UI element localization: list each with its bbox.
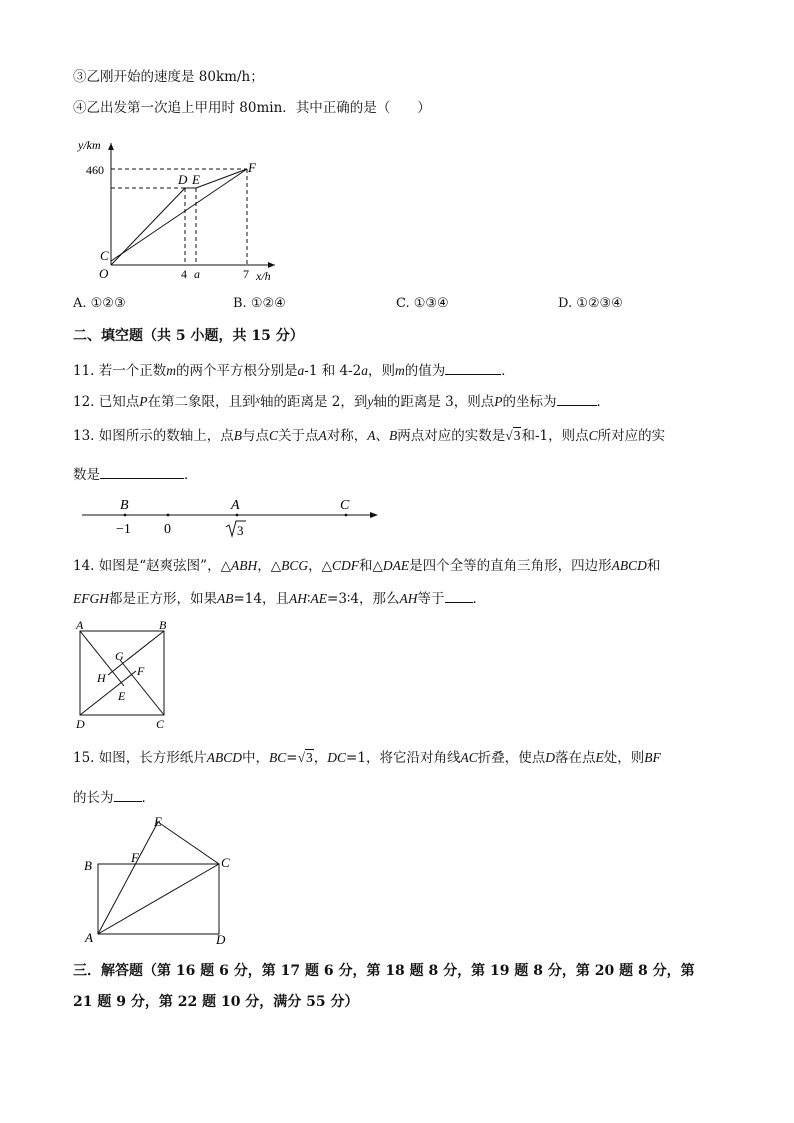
q14-text: 是四个全等的直角三角形，四边形 [409, 558, 612, 574]
q12-var-x: x [255, 395, 260, 406]
q14-var: ABH [230, 558, 258, 573]
point-F: F [248, 160, 256, 175]
q13-var-B: B [233, 428, 243, 443]
x-axis-arrow [268, 262, 275, 268]
line-E-F [196, 169, 247, 188]
point-E: E [192, 172, 200, 187]
q13-text: 、 [375, 428, 390, 444]
q12-text: 轴的距离是 2，到 [259, 394, 368, 410]
tick-a: a [194, 267, 200, 281]
tick-7: 7 [243, 267, 249, 281]
q15-sqrt-3: √3 [297, 750, 313, 765]
q15-text: 中， [242, 750, 270, 766]
q13-var-C: C [588, 428, 598, 443]
q13-text: 如图所示的数轴上，点 [98, 428, 234, 444]
q14-text: =3∶4，那么 [327, 591, 400, 607]
q14-var: ABCD [611, 558, 647, 573]
question-14-line-2 [73, 588, 486, 608]
label-D: D [216, 932, 226, 947]
q14-var: AE [310, 591, 328, 606]
q14-zhao-shuang-diagram [72, 618, 172, 733]
q10-distance-time-graph [70, 135, 290, 285]
question-15-line-2 [73, 787, 155, 807]
point-C-dot [345, 514, 348, 517]
q13-var-B: B [389, 428, 398, 443]
q11-var-a: a [361, 363, 369, 378]
q14-var: AH [399, 591, 418, 606]
label-B: B [159, 618, 167, 632]
q13-var-A: A [318, 428, 327, 443]
q14-var: AH [289, 591, 307, 606]
q15-sqrt-radicand: 3 [306, 750, 313, 765]
q14-text: 和 [646, 558, 661, 574]
q13-text: 两点对应的实数是 [397, 428, 506, 444]
option-a: A. ①②③ [73, 296, 126, 311]
q13-text: 所对应的实 [597, 428, 666, 444]
label-A: A [85, 930, 93, 945]
q13-var-C: C [269, 428, 279, 443]
x-axis-label: x/h [256, 269, 271, 283]
tick-sqrt3: 3 [237, 523, 244, 538]
q15-var: ABCD [206, 750, 243, 765]
q13-sqrt-3: √3 [505, 428, 521, 443]
label-H: H [97, 671, 106, 685]
q14-var: AB [217, 591, 234, 606]
q11-var-m: m [395, 363, 405, 378]
number-line-arrow [370, 512, 378, 518]
tick-minus-1: −1 [116, 522, 131, 537]
label-G: G [115, 649, 124, 663]
q15-end: ． [141, 790, 155, 806]
q12-text: 的坐标为 [502, 394, 557, 410]
q15-text: 落在点 [554, 750, 596, 766]
option-b: B. ①②④ [233, 296, 286, 311]
q14-text: =14，且 [233, 591, 289, 607]
q14-text: ，△ [257, 558, 282, 574]
label-A: A [76, 618, 84, 632]
q13-end: ． [184, 467, 198, 483]
point-A-dot [236, 514, 239, 517]
label-B: B [120, 498, 129, 513]
q13-number: 13. [73, 428, 95, 444]
q15-text: 的长为 [73, 790, 114, 806]
q12-text: 已知点 [98, 394, 140, 410]
line-O-D [111, 188, 185, 265]
q12-text: 在第二象限，且到 [147, 394, 256, 410]
q14-number: 14. [73, 558, 95, 574]
q13-text: 关于点 [278, 428, 319, 444]
q13-answer-blank[interactable] [100, 464, 184, 479]
q12-text: 轴的距离是 3，则点 [373, 394, 495, 410]
q11-var-a: a [297, 363, 305, 378]
q11-text: 的两个平方根分别是 [176, 363, 298, 379]
q15-folded-rectangle-diagram [78, 812, 248, 947]
q15-answer-blank[interactable] [114, 787, 142, 802]
q13-sqrt-radicand: 3 [513, 428, 521, 443]
q11-text: 的值为 [404, 363, 446, 379]
q12-var-P: P [139, 394, 148, 409]
label-C: C [221, 855, 230, 870]
label-E: E [154, 814, 162, 829]
q13-text: 和-1，则点 [521, 428, 589, 444]
q10-statement-4: ④乙出发第一次追上甲用时 80min．其中正确的是（ ） [73, 100, 431, 116]
question-13-line-2 [73, 464, 198, 484]
q11-number: 11. [73, 363, 95, 379]
q12-end: ． [596, 394, 611, 410]
q14-var: BCG [281, 558, 309, 573]
label-B: B [84, 858, 92, 873]
q15-number: 15. [73, 750, 95, 766]
label-D: D [76, 717, 85, 731]
q15-var: D [545, 750, 555, 765]
q15-var: DC [327, 750, 347, 765]
q14-text: 等于 [417, 591, 445, 607]
option-c: C. ①③④ [396, 296, 449, 311]
q14-text: 都是正方形，如果 [109, 591, 217, 607]
q12-var-y: y [367, 394, 374, 409]
label-C: C [156, 717, 165, 731]
q15-text: 如图，长方形纸片 [98, 750, 207, 766]
q11-answer-blank[interactable] [445, 360, 501, 375]
q15-text: 折叠，使点 [477, 750, 546, 766]
q14-text: 和△ [359, 558, 383, 574]
question-13-line-1 [73, 427, 665, 445]
label-F: F [137, 664, 145, 678]
diagonal-A-C [98, 864, 219, 934]
q15-var: AC [460, 750, 478, 765]
tick-4: 4 [181, 267, 187, 281]
line-E-C [158, 822, 219, 864]
point-B-dot [124, 514, 127, 517]
q15-text: 处，则 [603, 750, 645, 766]
q14-text: 如图是“赵爽弦图”，△ [98, 558, 231, 574]
q13-text: 对称， [326, 428, 368, 444]
section-2-heading: 二、填空题（共 5 小题，共 15 分） [73, 328, 304, 344]
q14-var: CDF [332, 558, 359, 573]
question-14-line-1 [73, 557, 660, 575]
question-12 [73, 391, 610, 411]
q11-end: ． [501, 363, 515, 379]
q13-text: 与点 [242, 428, 270, 444]
section-3-heading-line-1: 三．解答题（第 16 题 6 分，第 17 题 6 分，第 18 题 8 分，第 19 题 8 分，第 20 题 8 分，第 [73, 963, 695, 979]
point-0-dot [167, 514, 170, 517]
tick-0: 0 [164, 522, 171, 537]
q14-text: ，△ [308, 558, 332, 574]
point-D: D [178, 172, 188, 187]
point-C: C [100, 248, 109, 263]
q11-text: -1 和 4-2 [304, 363, 362, 379]
q11-text: ，则 [368, 363, 396, 379]
y-axis-arrow [108, 143, 114, 150]
q15-var: BC [269, 750, 287, 765]
section-3-heading-line-2: 21 题 9 分，第 22 题 10 分，满分 55 分） [73, 994, 359, 1010]
q15-text: ， [313, 750, 328, 766]
q15-text: =1，将它沿对角线 [346, 750, 461, 766]
q13-number-line [78, 494, 383, 544]
q12-number: 12. [73, 394, 95, 410]
q13-text: 数是 [73, 467, 100, 483]
q12-answer-blank[interactable] [557, 391, 597, 406]
q10-statement-3: ③乙刚开始的速度是 80km/h； [73, 69, 264, 85]
y-axis-label: y/km [78, 138, 101, 152]
q15-var: E [595, 750, 604, 765]
label-A: A [231, 498, 240, 513]
q14-var: DAE [382, 558, 410, 573]
question-15-line-1 [73, 749, 661, 767]
q15-var: BF [644, 750, 661, 765]
label-C: C [340, 498, 350, 513]
q15-text: = [286, 750, 298, 766]
option-d: D. ①②③④ [558, 296, 623, 311]
q13-var-A: A [367, 428, 376, 443]
label-E: E [118, 689, 126, 703]
q14-var: EFGH [73, 591, 109, 606]
q14-answer-blank[interactable] [445, 588, 473, 603]
q11-var-m: m [166, 363, 177, 378]
tick-460: 460 [86, 163, 104, 177]
line-D-F [80, 671, 136, 715]
q11-text: 若一个正数 [98, 363, 167, 379]
q14-end: ． [472, 591, 487, 607]
question-11 [73, 360, 515, 380]
q14-text: ∶ [307, 591, 311, 607]
q12-var-P: P [494, 394, 503, 409]
label-F: F [131, 850, 139, 865]
origin-O: O [99, 266, 109, 281]
